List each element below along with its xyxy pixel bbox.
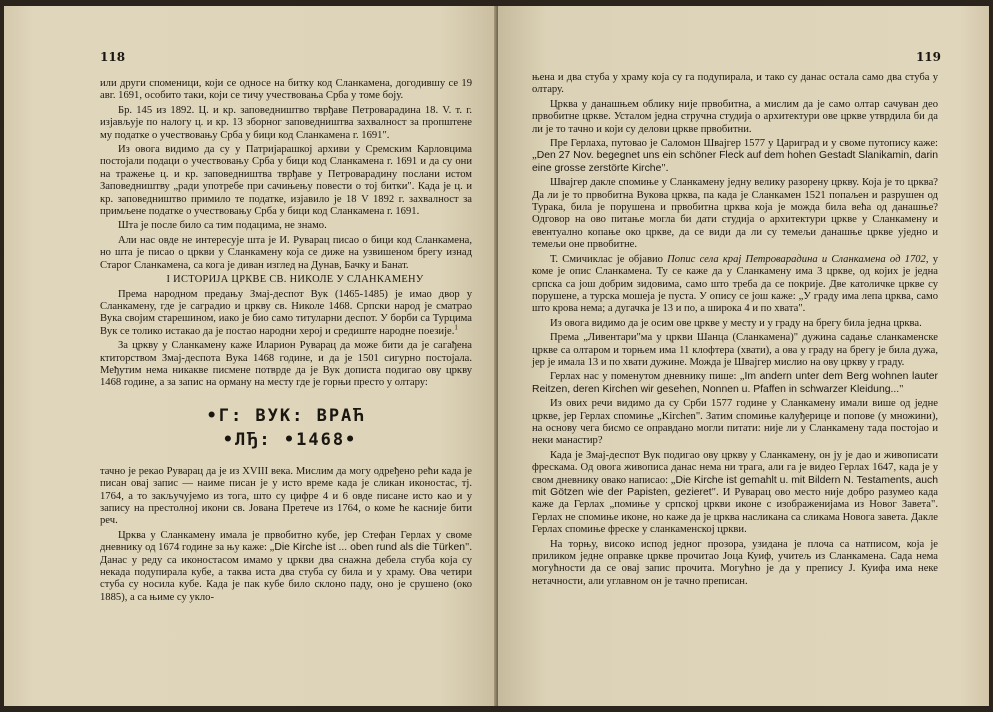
footnote-mark: 1 bbox=[454, 323, 458, 332]
quoted-german: Den 27 Nov. begegnet uns ein schöner Fleck auf dem hohen Gestadt Slanikamin, darin eine grosse zerstörte Kirche bbox=[532, 150, 938, 174]
left-page bbox=[4, 6, 498, 706]
paragraph: Али нас овде не интересује шта је И. Руварац писао о бици код Сланкамена, но шта је писао о цркви у Сланкамену која се диже на узвишеном брегу изнад Старог Сланкамена, са кога је диван изглед на Дунав, Бачку и Банат. bbox=[100, 234, 472, 271]
right-page-text bbox=[532, 72, 938, 590]
paragraph: Шта је после било са тим подацима, не знамо. bbox=[118, 220, 327, 232]
paragraph: Из овога видимо да је осим ове цркве у месту и у граду на брегу била једна црква. bbox=[550, 317, 922, 329]
paragraph: њена и два стуба у храму која су га подупирала, и тако су данас остала само два стуба у олтару. bbox=[532, 72, 938, 96]
page-number-right: 119 bbox=[915, 50, 941, 64]
paragraph: Када је Змај-деспот Вук подигао ову цркву у Сланкамену, он ју је дао и живописати фрескама. Од овога живописа данас нема ни трага, али га је видео Герлах 1647, када је у свом дневнику овако написао: „Die Kirche ist gemahlt u. mit Bildern N. Testaments, auch mit Götzen wie der Papisten, gezieret". И Руварац ово место није добро разумео када каже да Герлах „помиње у српској цркви иконе с изображенијама из Новог Завета". Герлах не спомиње иконе, но каже да је црква насликана са сликама Новога завета. Дакле Герлах спомиње фреске у сланкаменској цркви. bbox=[532, 449, 939, 536]
paragraph: Црква у данашњем облику није првобитна, а мислим да је само олтар сачуван део првобитне цркве. Усталом једна стручна студија о архитектури ове цркве утврдила би да ли је то тачно и који су делови цркве првобитни. bbox=[532, 98, 938, 135]
quoted-german: Die Kirche ist gemahlt u. mit Bildern N. Testaments, auch mit Götzen wie der Papisten, gezieret bbox=[532, 474, 938, 498]
paragraph: тачно је рекао Руварац да је из XVIII века. Мислим да могу одређено рећи када је писан овај запис — наиме писан је у исто време када је сликан иконостас, тј. 1764, а то закључујемо из тога, што су цифре 4 и 6 овде писане исто као и у запису на престолној икони св. Јована Претече из 1764, о коме ће касније бити реч. bbox=[100, 465, 472, 527]
paragraph: Бр. 145 из 1892. Ц. и кр. заповедништво тврђаве Петроварадина 18. V. т. г. изјављује по налогу ц. и кр. 13 зборног заповедништва захвалност за пропштене му податке о учествовању Срба у бици код Сланкамена г. 1691". bbox=[100, 104, 472, 141]
paragraph: Према „Ливентари"ма у цркви Шанца (Сланкамена)" дужина садање сланкаменске цркве са олтаром и торњем има 11 клофтера (хвати), а ова у граду на брегу је била дужа, јер је имала 13 и по хвати дужине. Можда је Швајгер мислио на ову цркву у граду. bbox=[532, 332, 938, 368]
paragraph: или други споменици, који се односе на битку код Сланкамена, догодившу се 19 авг. 1691, особито таки, који се тичу учествовања Срба у томе боју. bbox=[100, 78, 472, 102]
paragraph: Т. Смичиклас је објавио Попис села крај Петроварадина и Сланкамена од 1702, у коме је опис Сланкамена. Ту се каже да у Сланкамену има 3 цркве, од којих је једна српска са још добрим зидовима, само што треба да се покрије. Две католичке цркве су порушене, а турска мошеја је пуста. У опису се још каже: „У граду има лепа црква, само што крова нема; а дугачка је 13 и по, а широка 4 и по хвата". bbox=[532, 253, 938, 315]
paragraph: Према народном предању Змај-деспот Вук (1465-1485) је имао двор у Сланкамену, где је саградио и цркву св. Николе 1468. Српски народ је сматрао Вука својим старешином, иако је био само титуларни деспот. У борби са Турцима Вук се толико истакао да је постао народни херој и средиште народне поезије.$^1$ bbox=[100, 288, 472, 337]
paragraph: Из овога видимо да су у Патријарашкој архиви у Сремским Карловцима постојали подаци о учествовању Срба у бици код Сланкамена г. 1691 и да су они на тражење ц. и кр. заповедништва тврђаве у Петроварадину послани истом Заповедништву „ради употребе при сачињењу повести о тој битки". Када је ц. и кр. заповедништво примило те податке, изјавило је 18 V 1892 г. захвалност за примљене податке о учествовању Срба у бици код Сланкамена г. 1691. bbox=[100, 144, 472, 218]
quoted-german: Die Kirche ist ... oben rund als die Türken bbox=[274, 542, 466, 554]
right-page bbox=[498, 6, 989, 706]
paragraph: Пре Герлаха, путовао је Саломон Швајгер 1577 у Цариград и у своме путопису каже: „Den 27 Nov. begegnet uns ein schöner Fleck auf dem hohen Gestadt Slanikamin, darin eine grosse zerstörte Kirche". bbox=[532, 138, 938, 174]
page-number-left: 118 bbox=[100, 50, 126, 64]
paragraph: За цркву у Сланкамену каже Иларион Руварац да може бити да је сагађена ктиторством Змај-деспота Вука 1468 године, и да је 1501 сигурно постојала. Међутим нема никакве писмене потврде да је Вук дописта подигао ову цркву 1468 године, а за запис на орману на месту где је горњи престо у олтару: bbox=[100, 340, 472, 389]
section-heading: I ИСТОРИЈА ЦРКВЕ СВ. НИКОЛЕ У СЛАНКАМЕНУ bbox=[166, 274, 424, 286]
inscription-line: •Г: ВУК: ВРАЋ bbox=[206, 405, 366, 426]
italic-title: Попис села крај Петроварадина и Сланкамена од 1702 bbox=[667, 253, 926, 265]
paragraph: Герлах нас у поменутом дневнику пише: „Im andern unter dem Berg wohnen lauter Reitzen, deren Kirchen wir gesehen, Nonnen u. Pfaffen in schwarzer Kleidung..." bbox=[532, 371, 938, 395]
inscription-line: •ЛЂ: •1468• bbox=[222, 429, 358, 450]
paragraph: Из ових речи видимо да су Срби 1577 године у Сланкамену имали више од једне цркве, јер Герлах спомиње „Kirchen". Затим спомиње калуђерице и попове (у множини), на основу чега бисмо се оправдано могли питати: није ли у Сланкамену тада постојао и неки манастир? bbox=[532, 398, 938, 447]
paragraph: На торњу, високо испод једног прозора, узидана је плоча са натписом, која је приликом једне оправке цркве прочитао Јоца Куиф, учитељ из Сланкамена. Сада нема могућности да се овај запис прочита. Могућно је да у препису J. Куифа има неке нетачности, али углавном он је тачно преписан. bbox=[532, 538, 938, 587]
paragraph: Црква у Сланкамену имала је првобитно кубе, јер Стефан Герлах у своме дневнику од 1674 године за њу каже: „Die Kirche ist ... oben rund als die Türken". Данас у реду са иконостасом имамо у цркви два снажна дебела стуба која су некада подупирала кубе, а таква иста два стуба су била и у храму. Ова четири стуба су носила кубе. Када је пак кубе било склоно паду, оно је срушено (око 1885), а са њиме су укло- bbox=[100, 529, 472, 603]
inscription-figure bbox=[100, 404, 472, 452]
left-page-text bbox=[100, 78, 472, 606]
quoted-german: Im andern unter dem Berg wohnen lauter Reitzen, deren Kirchen wir gesehen, Nonnen u. Pfaffen in schwarzer Kleidung... bbox=[532, 371, 938, 395]
paragraph: Швајгер дакле спомиње у Сланкамену једну велику разорену цркву. Која је то црква? Да ли је то првобитна Вукова црква, па када је Сланкамен 1521 попаљен и разрушен од Турака, била је порушена и првобитна црква која је можда била већа од данашње? Одговор на ово питање могла би дати студија о архитектури цркве у Сланкамену и евентуално копање око цркве, да се види да ли су темељи данашње цркве уједно и темељи оне првобитне. bbox=[532, 177, 938, 251]
